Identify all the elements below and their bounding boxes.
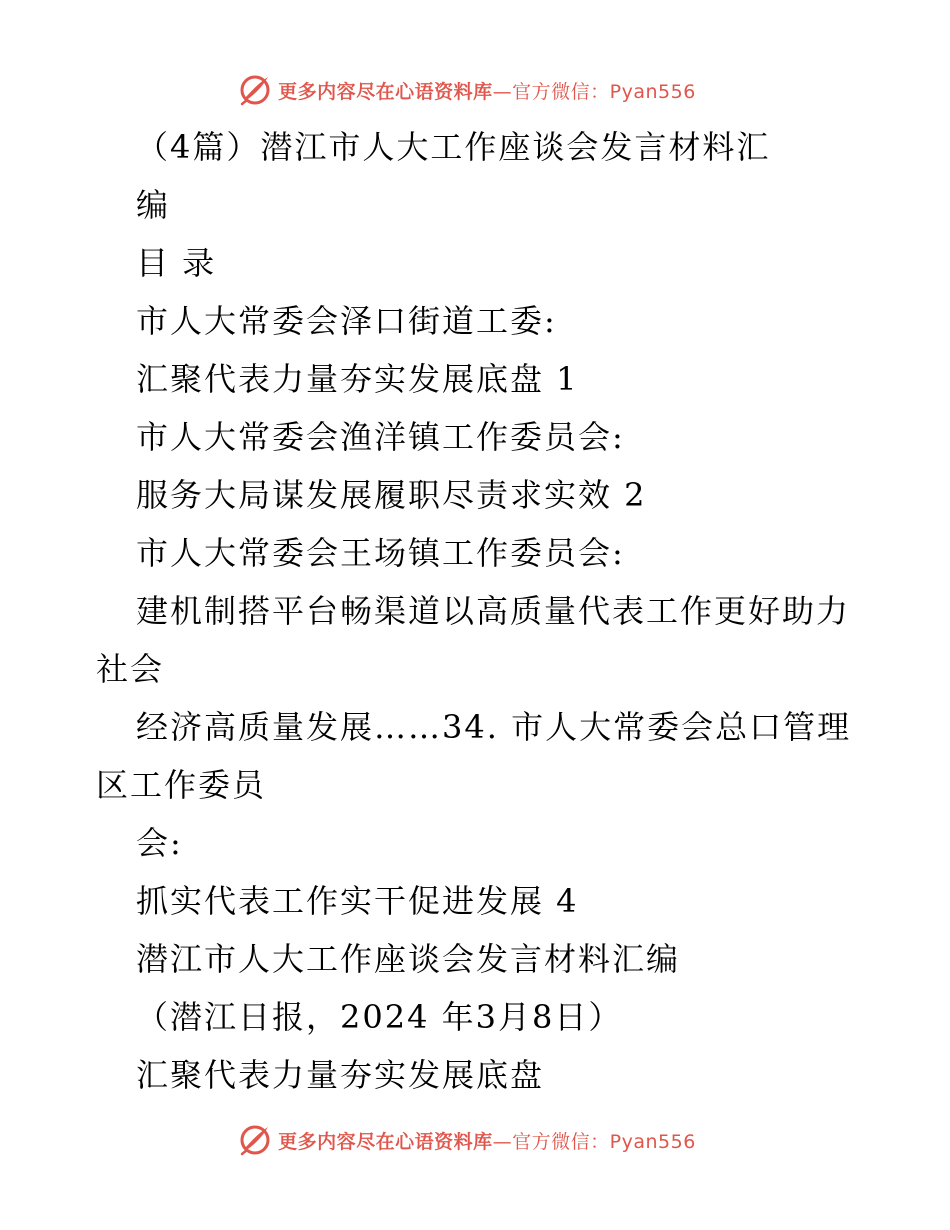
toc-entry-org-1: 市人大常委会泽口街道工委:: [136, 302, 557, 340]
watermark-site-text: 更多内容尽在心语资料库: [278, 1130, 493, 1153]
toc-entry-org-3: 市人大常委会王场镇工作委员会:: [136, 534, 625, 572]
watermark-banner-bottom: [0, 1120, 950, 1160]
watermark-text: [278, 77, 696, 104]
watermark-wechat-text: 官方微信：Pyan556: [512, 1130, 696, 1153]
toc-entry-title-3-line-1: 建机制搭平台畅渠道以高质量代表工作更好助力: [136, 592, 851, 630]
toc-entry-title-4: 抓实代表工作实干促进发展 4: [136, 882, 579, 920]
toc-entry-title-3-line-3: 经济高质量发展……34. 市人大常委会总口管理: [136, 708, 852, 746]
quill-pen-icon: [238, 73, 272, 107]
toc-entry-title-2: 服务大局谋发展履职尽责求实效 2: [136, 476, 647, 514]
toc-entry-title-1: 汇聚代表力量夯实发展底盘 1: [136, 360, 579, 398]
toc-entry-title-3-line-2: 社会: [96, 650, 165, 688]
watermark-text: [278, 1127, 696, 1154]
quill-pen-icon: [238, 1123, 272, 1157]
document-title-line-2: 编: [136, 186, 171, 224]
article-title: 汇聚代表力量夯实发展底盘: [136, 1056, 545, 1094]
watermark-separator: —: [492, 1130, 513, 1153]
toc-entry-org-2: 市人大常委会渔洋镇工作委员会:: [136, 418, 625, 456]
toc-entry-org-4-line-2: 会:: [136, 824, 183, 862]
document-body: [96, 118, 861, 1104]
section-heading: 潜江市人大工作座谈会发言材料汇编: [136, 940, 681, 978]
document-title-line-1: （4篇）潜江市人大工作座谈会发言材料汇: [136, 128, 771, 166]
section-source-date: （潜江日报，2024 年3月8日）: [136, 998, 623, 1036]
watermark-site-text: 更多内容尽在心语资料库: [278, 80, 493, 103]
toc-heading: 目 录: [136, 244, 217, 282]
watermark-separator: —: [492, 80, 513, 103]
watermark-wechat-text: 官方微信：Pyan556: [512, 80, 696, 103]
watermark-banner-top: [0, 70, 950, 110]
toc-entry-org-4-line-1: 区工作委员: [96, 766, 267, 804]
watermark-banner-inner: [238, 73, 696, 107]
watermark-banner-inner: [238, 1123, 696, 1157]
